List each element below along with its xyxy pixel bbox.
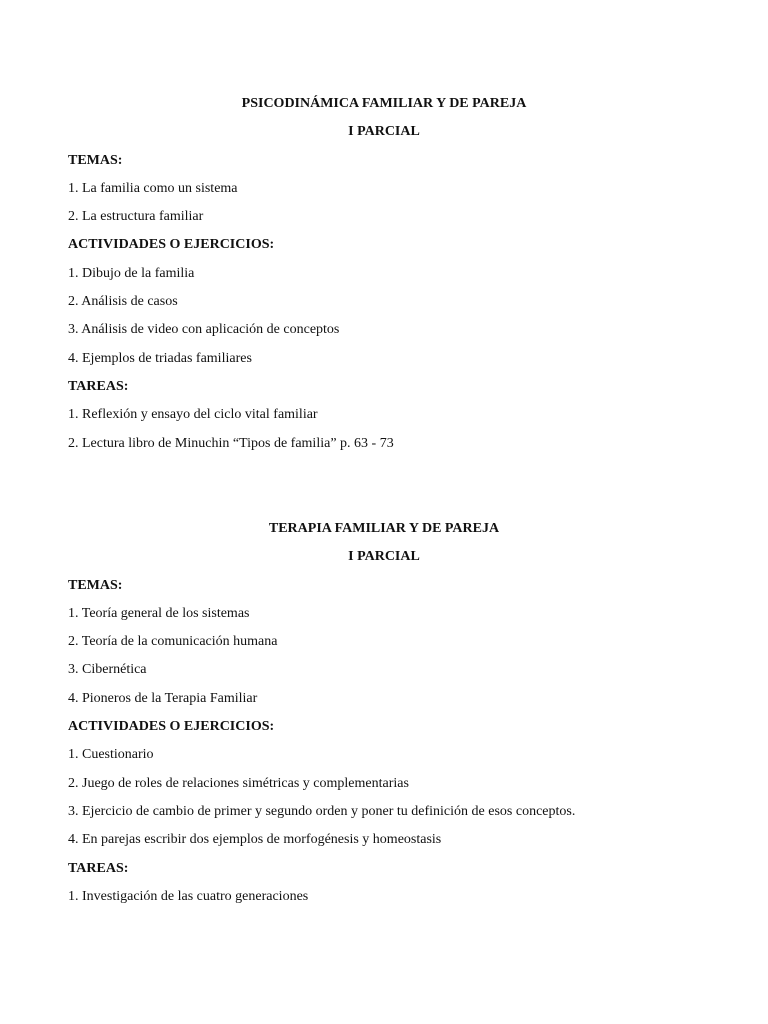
tareas-heading: TAREAS:	[68, 378, 129, 394]
actividades-list	[68, 260, 700, 373]
temas-list	[68, 600, 700, 713]
tareas-heading: TAREAS:	[68, 860, 129, 876]
section-subtitle: I PARCIAL	[348, 549, 420, 565]
temas-list	[68, 175, 700, 232]
list-item: 4. Ejemplos de triadas familiares	[68, 350, 252, 366]
list-item: 2. Lectura libro de Minuchin “Tipos de familia” p. 63 - 73	[68, 435, 394, 451]
list-item: 1. Teoría general de los sistemas	[68, 605, 250, 621]
section-subtitle: I PARCIAL	[348, 124, 420, 140]
list-item: 1. Reflexión y ensayo del ciclo vital familiar	[68, 407, 318, 423]
section-psicodinamica	[68, 90, 700, 458]
list-item: 3. Cibernética	[68, 662, 147, 678]
actividades-heading: ACTIVIDADES O EJERCICIOS:	[68, 237, 275, 253]
section-terapia	[68, 515, 700, 911]
list-item: 3. Ejercicio de cambio de primer y segundo orden y poner tu definición de esos conceptos.	[68, 803, 576, 819]
list-item: 1. Cuestionario	[68, 747, 154, 763]
temas-heading: TEMAS:	[68, 577, 123, 593]
tareas-list	[68, 883, 700, 911]
list-item: 1. Dibujo de la familia	[68, 265, 195, 281]
list-item: 3. Análisis de video con aplicación de conceptos	[68, 322, 340, 338]
temas-heading: TEMAS:	[68, 152, 123, 168]
list-item: 2. Teoría de la comunicación humana	[68, 634, 278, 650]
list-item: 4. En parejas escribir dos ejemplos de morfogénesis y homeostasis	[68, 832, 442, 848]
list-item: 2. Análisis de casos	[68, 294, 178, 310]
list-item: 1. Investigación de las cuatro generaciones	[68, 888, 309, 904]
tareas-list	[68, 401, 700, 458]
list-item: 2. La estructura familiar	[68, 209, 204, 225]
actividades-list	[68, 741, 700, 854]
list-item: 1. La familia como un sistema	[68, 180, 238, 196]
section-title: PSICODINÁMICA FAMILIAR Y DE PAREJA	[241, 96, 527, 111]
section-title: TERAPIA FAMILIAR Y DE PAREJA	[268, 521, 500, 536]
list-item: 2. Juego de roles de relaciones simétricas y complementarias	[68, 775, 409, 791]
list-item: 4. Pioneros de la Terapia Familiar	[68, 690, 258, 706]
actividades-heading: ACTIVIDADES O EJERCICIOS:	[68, 719, 275, 735]
